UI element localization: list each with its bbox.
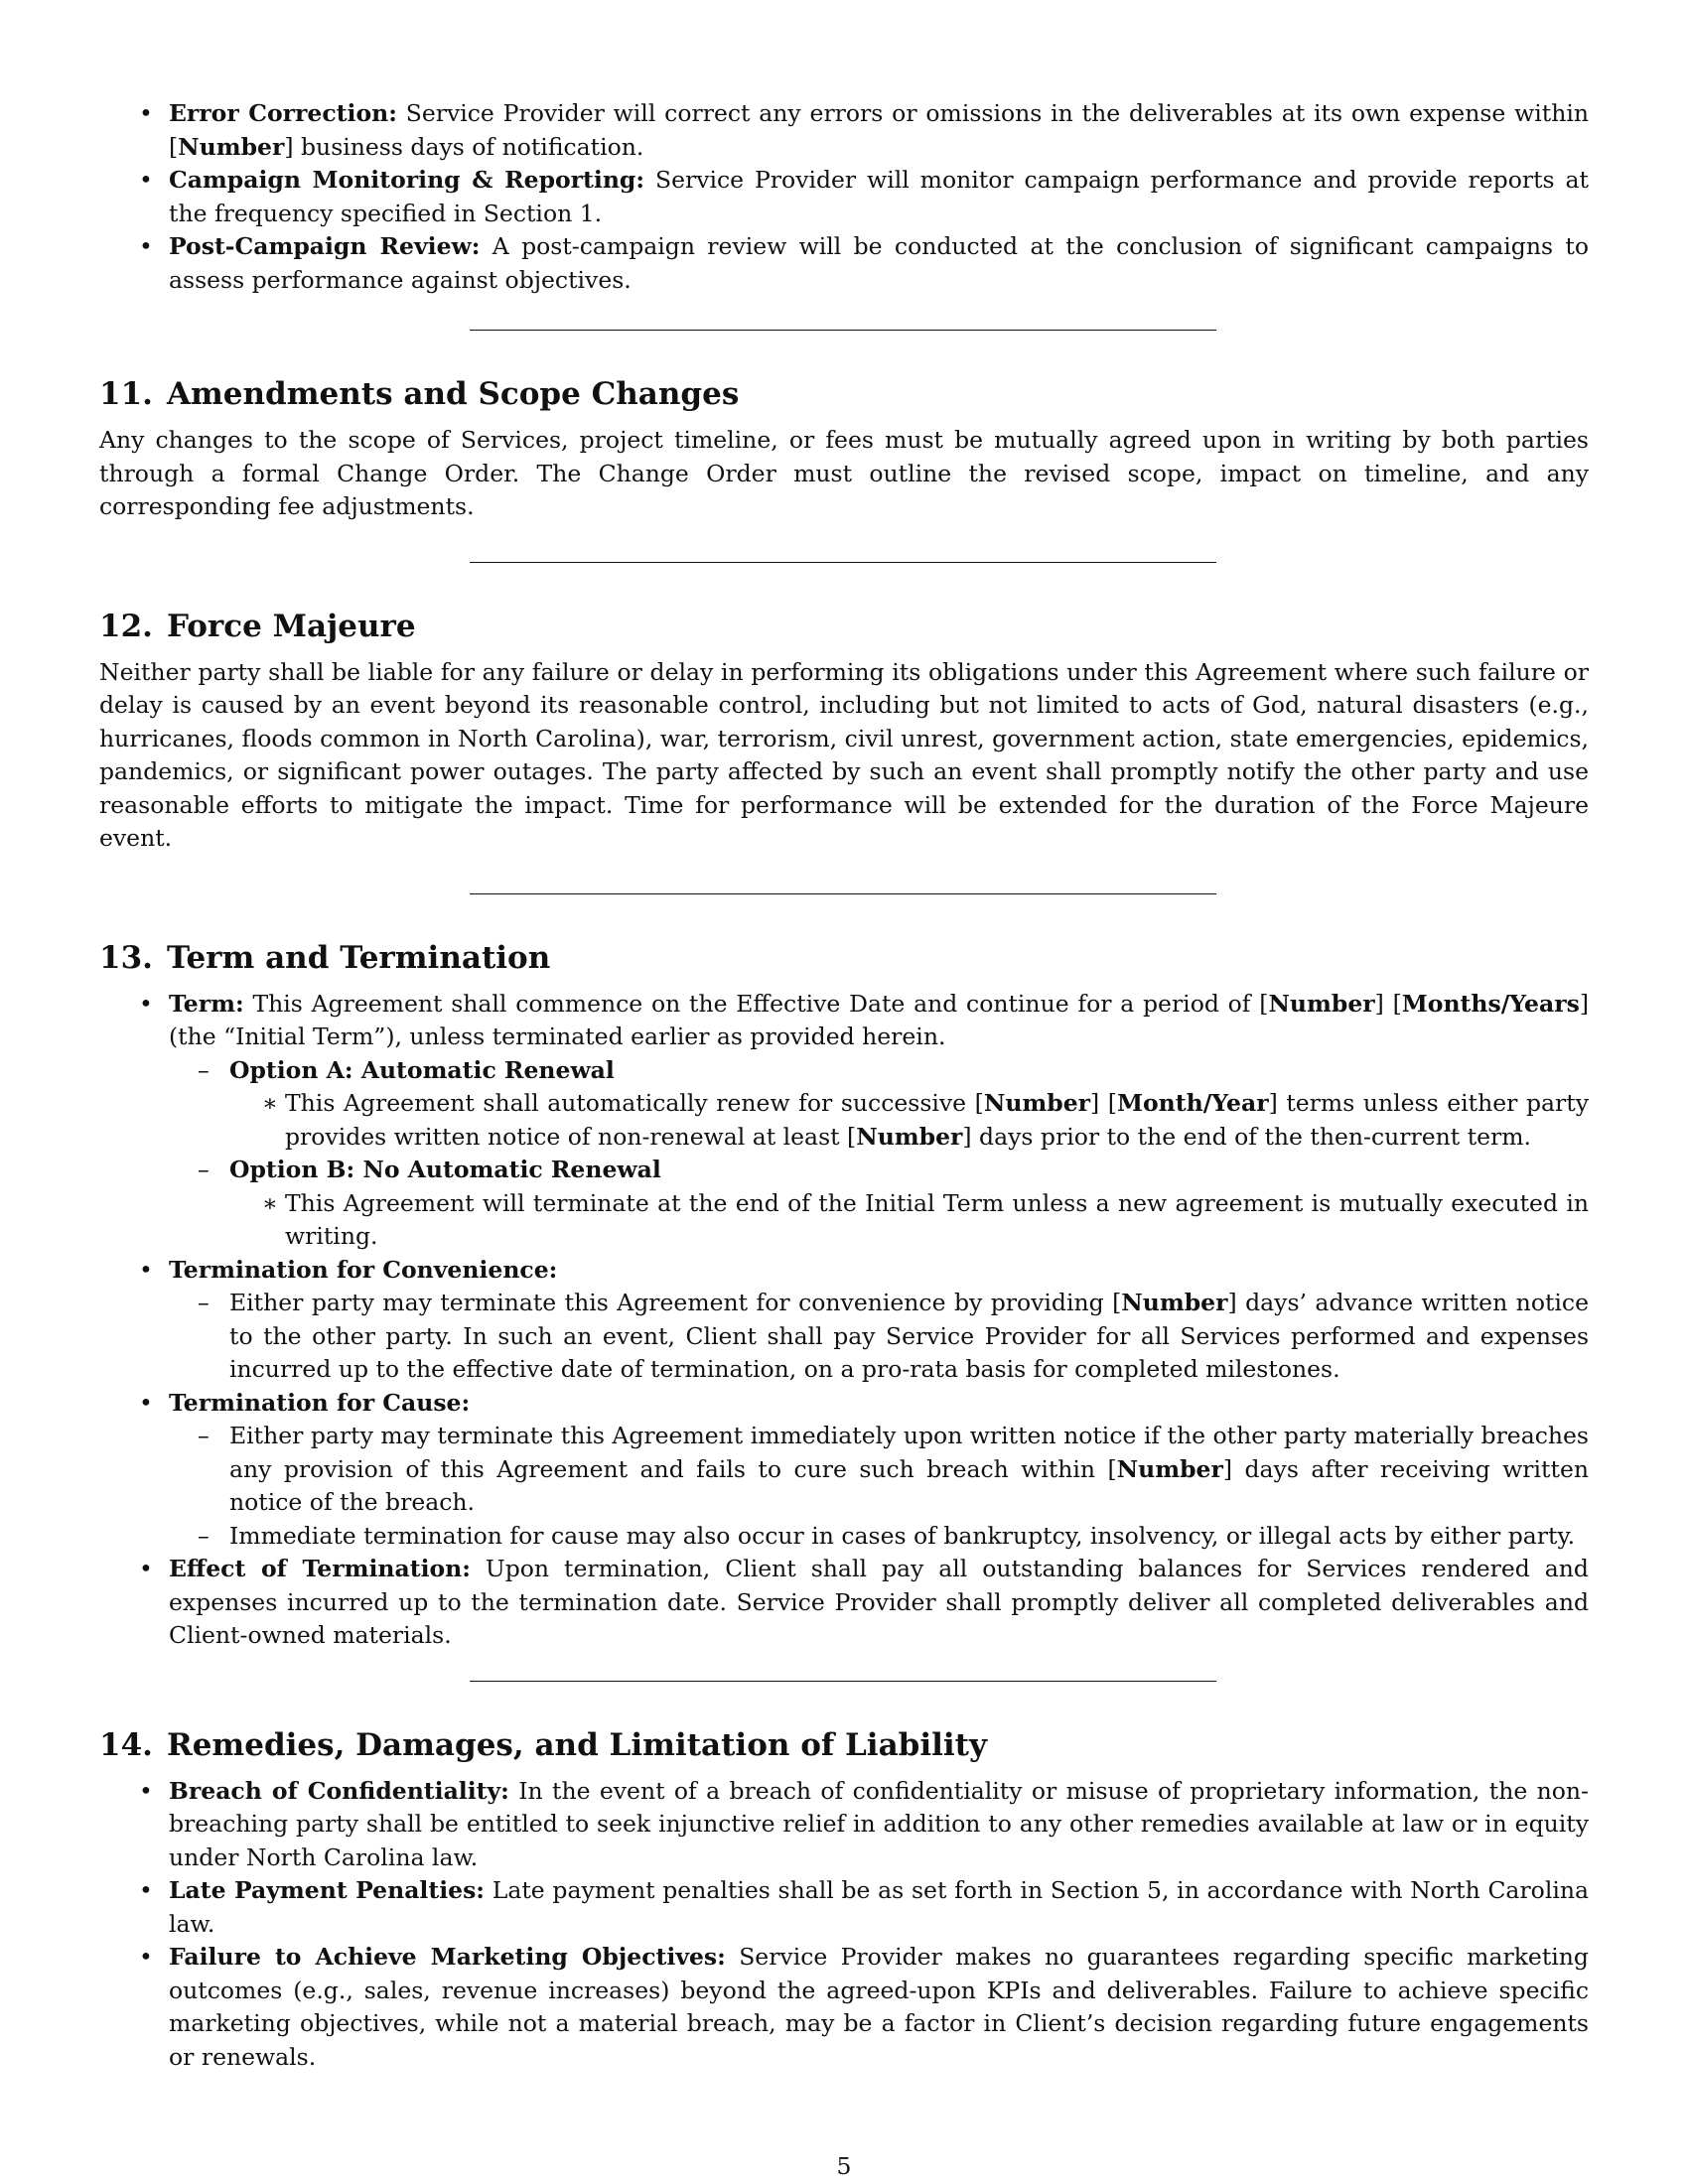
list-item: • Failure to Achieve Marketing Objectives: Service Provider makes no guarantees regarding specific marketing outcomes (e.g., sales, revenue increases) beyond the agreed-upon KPIs and deliverables. Failure to achieve specific marketing objectives, while not a material breach, may be a factor in Client’s decision regarding future engagements or renewals. bbox=[99, 1941, 1589, 2074]
list-item: • Post-Campaign Review: A post-campaign review will be conducted at the conclusion of significant campaigns to assess performance against objectives. bbox=[99, 230, 1589, 297]
item-label: Effect of Termination: bbox=[169, 1555, 471, 1582]
sub-item: – Either party may terminate this Agreement immediately upon written notice if the other party materially breaches any provision of this Agreement and fails to cure such breach within [Number] days after receiving written notice of the breach. bbox=[169, 1420, 1589, 1520]
document-page bbox=[99, 97, 1589, 2074]
item-label: Breach of Confidentiality: bbox=[169, 1776, 509, 1805]
section-body: Any changes to the scope of Services, project timeline, or fees must be mutually agreed upon in writing by both parties through a formal Change Order. The Change Order must outline the revised scope, impact on timeline, and any corresponding fee adjustments. bbox=[99, 426, 1589, 520]
section-divider bbox=[470, 1681, 1216, 1682]
list-item bbox=[99, 1387, 1589, 1554]
section-heading: 13. Term and Termination bbox=[99, 939, 551, 976]
sub-list bbox=[169, 1287, 1589, 1387]
item-label: Failure to Achieve Marketing Objectives: bbox=[169, 1943, 726, 1971]
item-label: Post-Campaign Review: bbox=[169, 232, 481, 260]
list-item: • Breach of Confidentiality: In the event of a breach of confidentiality or misuse of proprietary information, the non-breaching party shall be entitled to seek injunctive relief in addition to any other remedies available at law or in equity under North Carolina law. bbox=[99, 1775, 1589, 1875]
list-item bbox=[99, 1254, 1589, 1387]
item-label: Campaign Monitoring & Reporting: bbox=[169, 166, 645, 194]
sub-item: – Either party may terminate this Agreement for convenience by providing [Number] days’ advance written notice to the other party. In such an event, Client shall pay Service Provider for all Services performed and expenses incurred up to the effective date of termination, on a pro-rata basis for completed milestones. bbox=[169, 1287, 1589, 1387]
sub-item: – Option B: No Automatic Renewal ∗ This Agreement will terminate at the end of the Initial Term unless a new agreement is mutually executed in writing. bbox=[169, 1154, 1589, 1254]
page-number: 5 bbox=[836, 2152, 852, 2180]
section-heading: 14. Remedies, Damages, and Limitation of Liability bbox=[99, 1726, 988, 1763]
sub-list bbox=[169, 1420, 1589, 1553]
section-divider bbox=[470, 893, 1216, 894]
list-item: • Late Payment Penalties: Late payment penalties shall be as set forth in Section 5, in accordance with North Carolina law. bbox=[99, 1874, 1589, 1941]
section-divider bbox=[470, 330, 1216, 331]
sub-sub-item: ∗ This Agreement shall automatically renew for successive [Number] [Month/Year] terms unless either party provides written notice of non-renewal at least [Number] days prior to the end of the then-current term. bbox=[229, 1087, 1589, 1154]
sub-item: – Option A: Automatic Renewal ∗ This Agreement shall automatically renew for successive [Number] [Month/Year] terms unless either party provides written notice of non-renewal at least [Number] days prior to the end of the then-current term. bbox=[169, 1054, 1589, 1155]
sub-item: – Immediate termination for cause may also occur in cases of bankruptcy, insolvency, or illegal acts by either party. bbox=[169, 1520, 1589, 1554]
section-body: Neither party shall be liable for any failure or delay in performing its obligations under this Agreement where such failure or delay is caused by an event beyond its reasonable control, including but not limited to acts of God, natural disasters (e.g., hurricanes, floods common in North Carolina), war, terrorism, civil unrest, government action, state emergencies, epidemics, pandemics, or significant power outages. The party affected by such an event shall promptly notify the other party and use reasonable efforts to mitigate the impact. Time for performance will be extended for the duration of the Force Majeure event. bbox=[99, 657, 1589, 852]
sub-sub-list bbox=[229, 1087, 1589, 1154]
item-label: Error Correction: bbox=[169, 99, 397, 127]
item-label: Term: bbox=[169, 989, 244, 1018]
list-item: • Term: This Agreement shall commence on the Effective Date and continue for a period of [Number] [Months/Years] (the “Initial Term”), unless terminated earlier as provided herein. – Option A: Automatic Renewal ∗ This Agreement shall automatically renew for successive [Number] [Month/Year] terms unless either party provides written notice of non-renewal at least [Number] days prior to the end of the then-current term. – Option B: No Automatic Renewal ∗ This Agreement will terminate at the end of the Initial Term unless a new agreement is mutually executed in writing. bbox=[99, 988, 1589, 1254]
sub-list bbox=[169, 1054, 1589, 1254]
section-heading: 12. Force Majeure bbox=[99, 608, 416, 644]
remedies-list bbox=[99, 1775, 1589, 2075]
termination-list bbox=[99, 988, 1589, 1653]
list-item: • Error Correction: Service Provider will correct any errors or omissions in the deliverables at its own expense within [Number] business days of notification. bbox=[99, 97, 1589, 164]
sub-sub-item: ∗ This Agreement will terminate at the end of the Initial Term unless a new agreement is mutually executed in writing. bbox=[229, 1187, 1589, 1254]
section-heading: 11. Amendments and Scope Changes bbox=[99, 376, 740, 412]
sub-sub-list bbox=[229, 1187, 1589, 1254]
section-divider bbox=[470, 562, 1216, 563]
list-item: • Effect of Termination: Upon termination, Client shall pay all outstanding balances for Services rendered and expenses incurred up to the termination date. Service Provider shall promptly deliver all completed deliverables and Client-owned materials. bbox=[99, 1553, 1589, 1653]
item-label: Termination for Cause: bbox=[169, 1388, 471, 1417]
item-label: Termination for Convenience: bbox=[169, 1255, 558, 1284]
continued-list bbox=[99, 97, 1589, 297]
list-item: • Campaign Monitoring & Reporting: Service Provider will monitor campaign performance and provide reports at the frequency specified in Section 1. bbox=[99, 164, 1589, 230]
item-label: Late Payment Penalties: bbox=[169, 1876, 485, 1904]
